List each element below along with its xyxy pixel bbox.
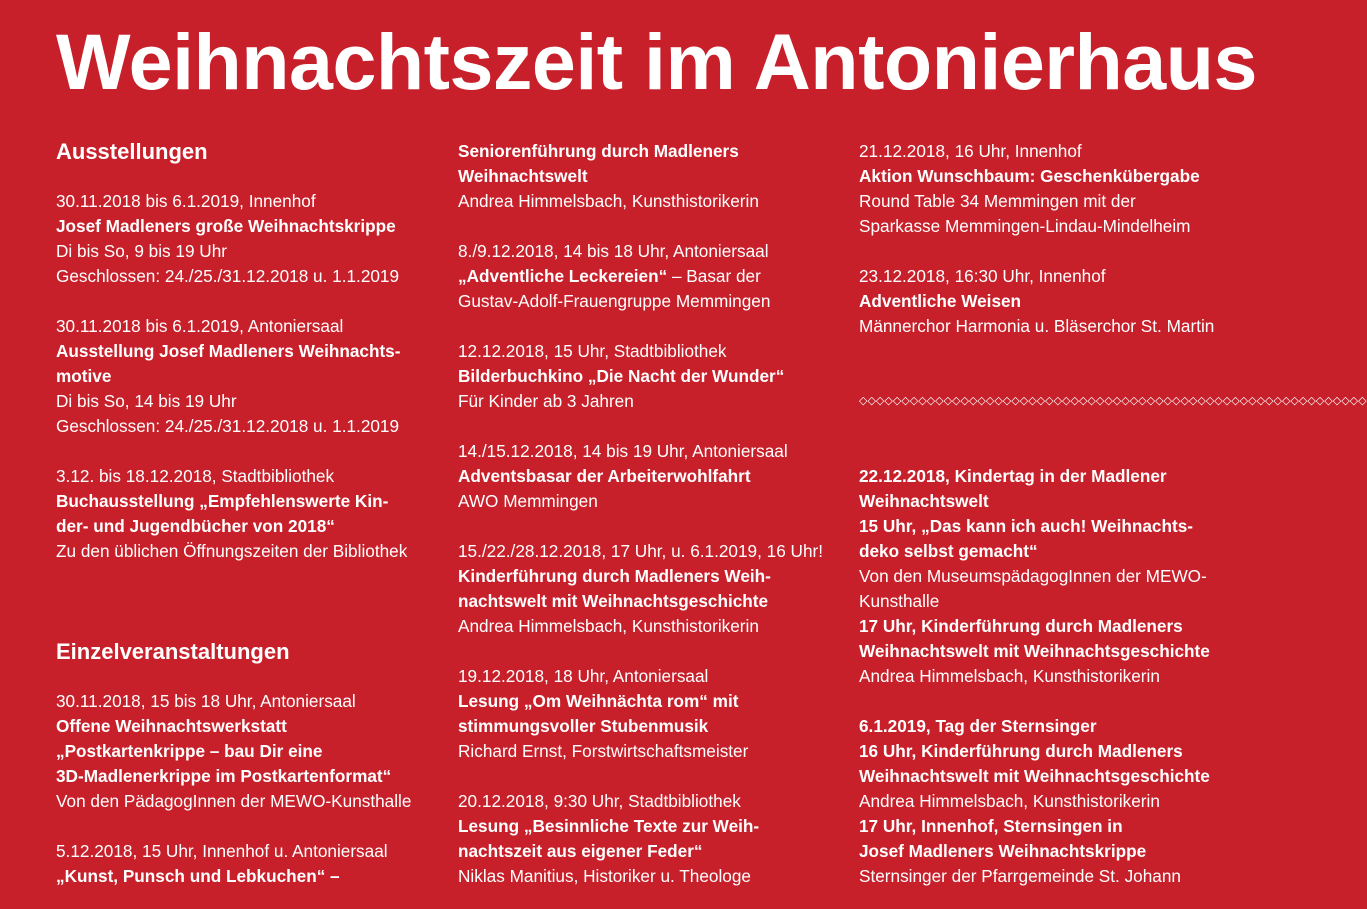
spacer: [458, 639, 843, 664]
event-title-line: 15 Uhr, „Das kann ich auch! Weihnachts-: [859, 516, 1193, 536]
event-detail-line: Niklas Manitius, Historiker u. Theologe: [458, 866, 751, 886]
event-detail-line: Von den PädagogInnen der MEWO-Kunsthalle: [56, 791, 412, 811]
page-title: Weihnachtszeit im Antonierhaus: [56, 17, 1257, 106]
spacer: [56, 164, 441, 189]
event-detail-line: Di bis So, 9 bis 19 Uhr: [56, 241, 227, 261]
event-detail-line: 30.11.2018 bis 6.1.2019, Innenhof: [56, 191, 316, 211]
event-detail-line: 21.12.2018, 16 Uhr, Innenhof: [859, 141, 1082, 161]
event-detail-line: Andrea Himmelsbach, Kunsthistorikerin: [458, 191, 759, 211]
event-title-line: „Postkartenkrippe – bau Dir eine: [56, 741, 323, 761]
event-detail-line: Andrea Himmelsbach, Kunsthistorikerin: [859, 666, 1160, 686]
event-title-line: Weihnachtswelt: [458, 166, 588, 186]
event-title-line: Aktion Wunschbaum: Geschenkübergabe: [859, 166, 1200, 186]
spacer: [859, 339, 1264, 389]
event-detail-line: Andrea Himmelsbach, Kunsthistorikerin: [458, 616, 759, 636]
event-detail-line: 23.12.2018, 16:30 Uhr, Innenhof: [859, 266, 1106, 286]
event-detail-line: 8./9.12.2018, 14 bis 18 Uhr, Antoniersaal: [458, 241, 769, 261]
event-line: [458, 264, 843, 289]
event-title-line: Seniorenführung durch Madleners: [458, 141, 739, 161]
event-title-line: Bilderbuchkino „Die Nacht der Wunder“: [458, 366, 785, 386]
spacer: [56, 289, 441, 314]
spacer: [56, 664, 441, 689]
event-detail-part: – Basar der: [667, 266, 761, 286]
column-left: [56, 139, 441, 889]
spacer: [458, 414, 843, 439]
event-title-line: Weihnachtswelt mit Weihnachtsgeschichte: [859, 641, 1210, 661]
spacer: [56, 564, 441, 639]
event-detail-line: Richard Ernst, Forstwirtschaftsmeister: [458, 741, 749, 761]
event-title-line: Josef Madleners Weihnachtskrippe: [859, 841, 1147, 861]
column-right: [859, 139, 1367, 889]
spacer: [458, 764, 843, 789]
event-detail-line: Sparkasse Memmingen-Lindau-Mindelheim: [859, 216, 1191, 236]
event-title-line: nachtswelt mit Weihnachtsgeschichte: [458, 591, 769, 611]
event-detail-line: 14./15.12.2018, 14 bis 19 Uhr, Antoniersaal: [458, 441, 788, 461]
event-detail-line: Männerchor Harmonia u. Bläserchor St. Martin: [859, 316, 1215, 336]
event-detail-line: 30.11.2018 bis 6.1.2019, Antoniersaal: [56, 316, 344, 336]
event-title-line: 16 Uhr, Kinderführung durch Madleners: [859, 741, 1183, 761]
event-detail-line: Di bis So, 14 bis 19 Uhr: [56, 391, 237, 411]
event-detail-line: Kunsthalle: [859, 591, 940, 611]
event-detail-line: Round Table 34 Memmingen mit der: [859, 191, 1136, 211]
spacer: [458, 314, 843, 339]
section-heading: Ausstellungen: [56, 139, 208, 164]
event-title-line: stimmungsvoller Stubenmusik: [458, 716, 709, 736]
event-title-line: 17 Uhr, Innenhof, Sternsingen in: [859, 816, 1123, 836]
event-title-line: 6.1.2019, Tag der Sternsinger: [859, 716, 1097, 736]
spacer: [859, 689, 1264, 714]
event-title-line: Buchausstellung „Empfehlenswerte Kin-: [56, 491, 389, 511]
spacer: [458, 214, 843, 239]
event-title-line: Lesung „Besinnliche Texte zur Weih-: [458, 816, 760, 836]
column-middle: [458, 139, 843, 889]
event-detail-line: Gustav-Adolf-Frauengruppe Memmingen: [458, 291, 771, 311]
event-title-line: „Kunst, Punsch und Lebkuchen“ –: [56, 866, 340, 886]
event-detail-line: Für Kinder ab 3 Jahren: [458, 391, 634, 411]
event-detail-line: Geschlossen: 24./25./31.12.2018 u. 1.1.2019: [56, 416, 400, 436]
event-detail-line: Andrea Himmelsbach, Kunsthistorikerin: [859, 791, 1160, 811]
event-detail-line: 3.12. bis 18.12.2018, Stadtbibliothek: [56, 466, 335, 486]
event-title-line: Weihnachtswelt mit Weihnachtsgeschichte: [859, 766, 1210, 786]
event-title-line: motive: [56, 366, 112, 386]
event-detail-line: Sternsinger der Pfarrgemeinde St. Johann: [859, 866, 1181, 886]
event-title-line: Adventsbasar der Arbeiterwohlfahrt: [458, 466, 751, 486]
event-title-line: Adventliche Weisen: [859, 291, 1022, 311]
event-detail-line: AWO Memmingen: [458, 491, 598, 511]
spacer: [56, 814, 441, 839]
event-title-line: Weihnachtswelt: [859, 491, 989, 511]
spacer: [56, 439, 441, 464]
event-detail-line: 15./22./28.12.2018, 17 Uhr, u. 6.1.2019, 16 Uhr!: [458, 541, 824, 561]
event-title-line: nachtszeit aus eigener Feder“: [458, 841, 703, 861]
event-title-line: Kinderführung durch Madleners Weih-: [458, 566, 771, 586]
ornament-divider: ◇◇◇◇◇◇◇◇◇◇◇◇◇◇◇◇◇◇◇◇◇◇◇◇◇◇◇◇◇◇◇◇◇◇◇◇◇◇◇◇◇◇◇◇◇◇◇◇◇◇◇◇◇◇◇◇◇◇◇◇: [859, 395, 1367, 407]
event-title-line: Offene Weihnachtswerkstatt: [56, 716, 287, 736]
event-title-line: 3D-Madlenerkrippe im Postkartenformat“: [56, 766, 392, 786]
event-title-part: „Adventliche Leckereien“: [458, 266, 668, 286]
event-detail-line: 5.12.2018, 15 Uhr, Innenhof u. Antoniersaal: [56, 841, 388, 861]
event-detail-line: 30.11.2018, 15 bis 18 Uhr, Antoniersaal: [56, 691, 356, 711]
event-title-line: 17 Uhr, Kinderführung durch Madleners: [859, 616, 1183, 636]
section-heading: Einzelveranstaltungen: [56, 639, 290, 664]
event-detail-line: 20.12.2018, 9:30 Uhr, Stadtbibliothek: [458, 791, 741, 811]
spacer: [859, 414, 1264, 464]
event-detail-line: Zu den üblichen Öffnungszeiten der Bibliothek: [56, 541, 408, 561]
event-title-line: der- und Jugendbücher von 2018“: [56, 516, 335, 536]
event-detail-line: 19.12.2018, 18 Uhr, Antoniersaal: [458, 666, 709, 686]
spacer: [859, 239, 1264, 264]
event-title-line: 22.12.2018, Kindertag in der Madlener: [859, 466, 1167, 486]
event-detail-line: 12.12.2018, 15 Uhr, Stadtbibliothek: [458, 341, 727, 361]
spacer: [458, 514, 843, 539]
event-title-line: deko selbst gemacht“: [859, 541, 1038, 561]
event-detail-line: Von den MuseumspädagogInnen der MEWO-: [859, 566, 1207, 586]
event-detail-line: Geschlossen: 24./25./31.12.2018 u. 1.1.2019: [56, 266, 400, 286]
event-title-line: Lesung „Om Weihnächta rom“ mit: [458, 691, 739, 711]
event-title-line: Josef Madleners große Weihnachtskrippe: [56, 216, 396, 236]
event-title-line: Ausstellung Josef Madleners Weihnachts-: [56, 341, 401, 361]
